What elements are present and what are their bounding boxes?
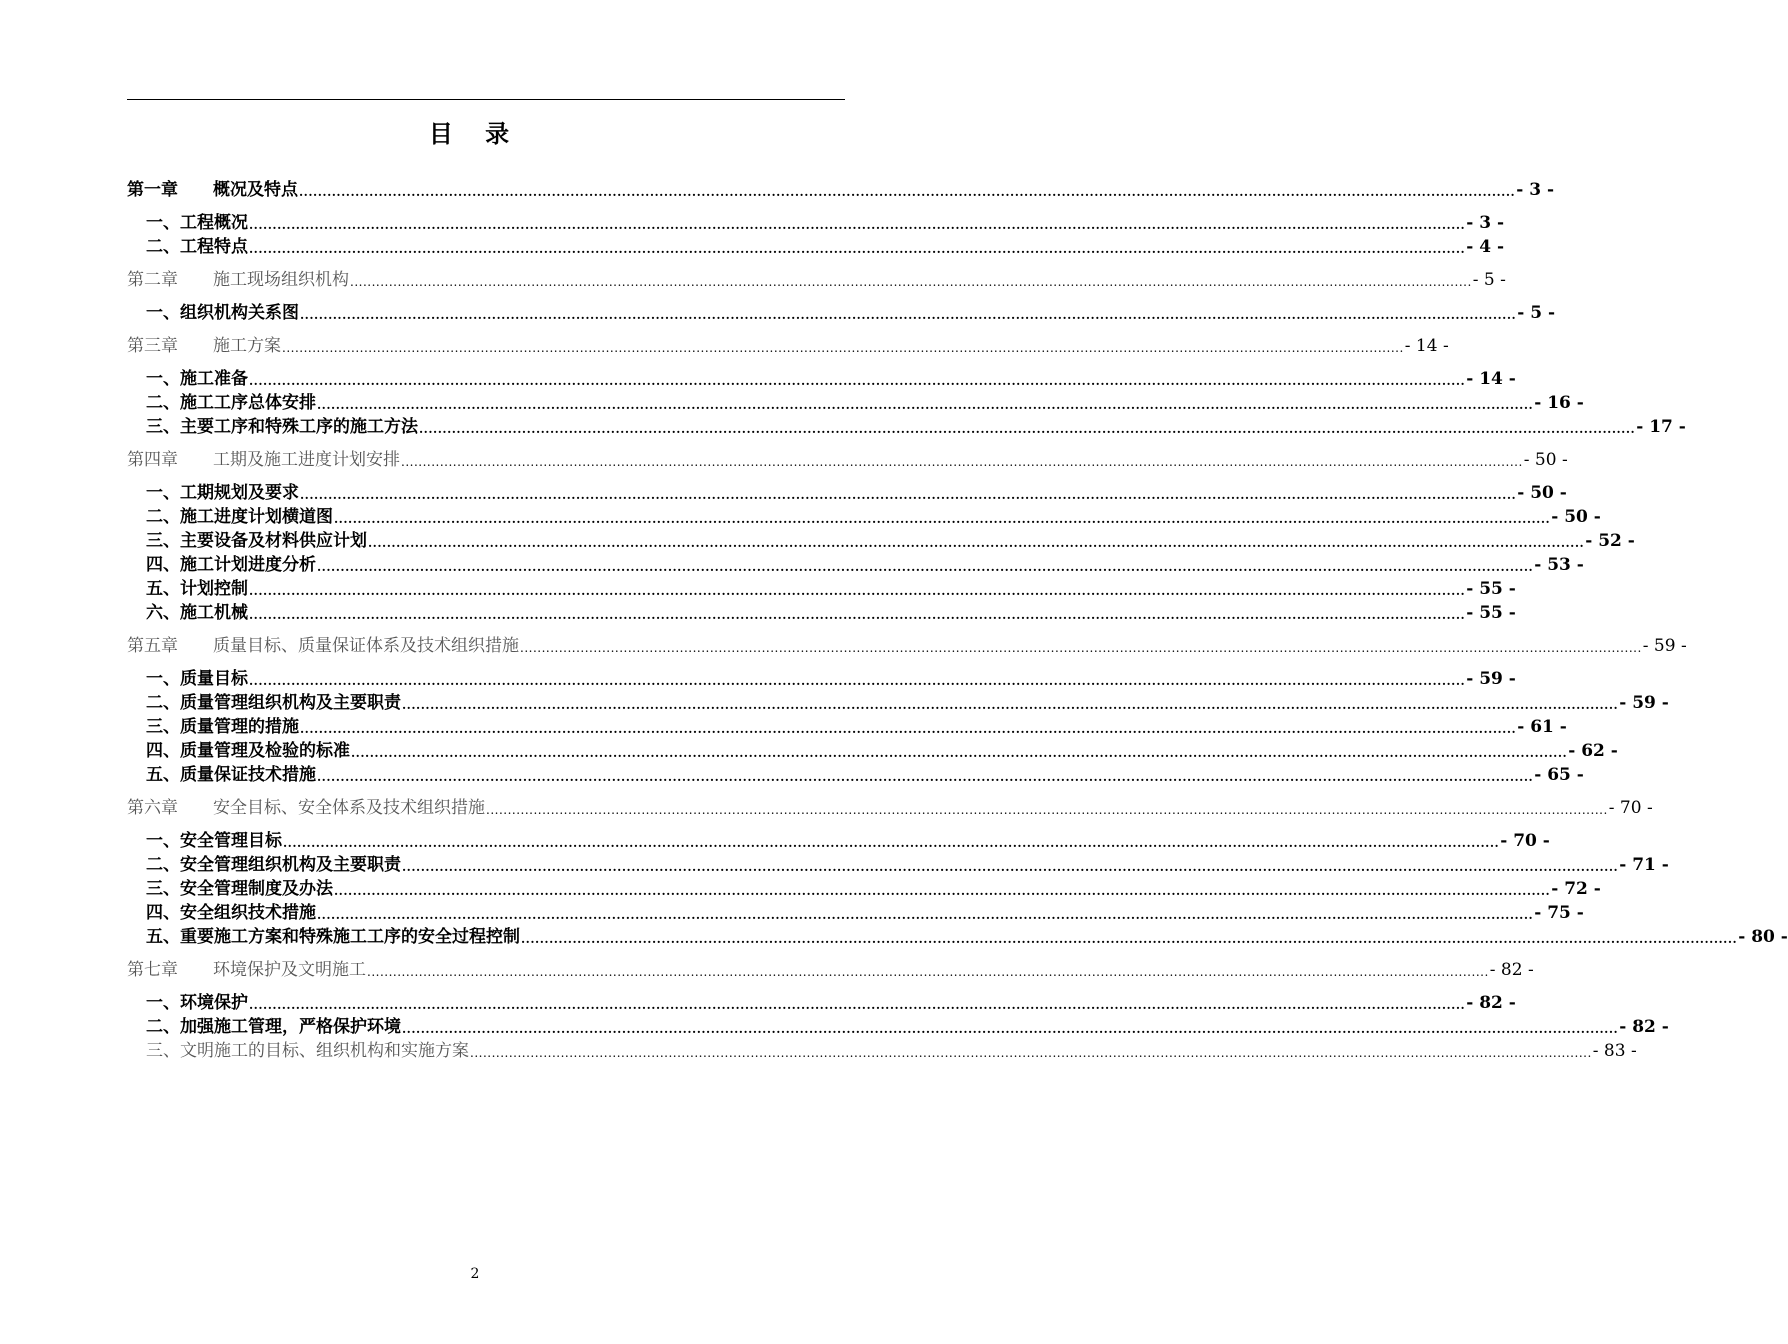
toc-entry-text: 五、计划控制 — [146, 579, 248, 599]
toc-dot-leader: .................................................................................................................................................................................................................................................................... — [334, 512, 1551, 526]
toc-section-entry[interactable] — [127, 764, 1584, 786]
toc-dot-leader: .................................................................................................................................................................................................................................................................... — [282, 341, 1404, 355]
toc-entry-label — [127, 959, 366, 981]
toc-entry-text: 四、安全组织技术措施 — [146, 903, 316, 923]
toc-section-entry[interactable] — [127, 878, 1601, 900]
toc-entry-text: 四、施工计划进度分析 — [146, 555, 316, 575]
toc-section-entry[interactable] — [127, 1040, 1637, 1062]
toc-section-entry[interactable] — [127, 482, 1567, 504]
toc-page-number: - 53 - — [1534, 555, 1584, 575]
toc-section-entry[interactable] — [127, 1016, 1669, 1038]
toc-dot-leader: .................................................................................................................................................................................................................................................................... — [249, 374, 1466, 388]
toc-entry-label — [146, 854, 401, 876]
toc-section-entry[interactable] — [127, 926, 1788, 948]
toc-chapter-entry[interactable] — [127, 797, 1653, 819]
toc-entry-text: 四、质量管理及检验的标准 — [146, 741, 350, 761]
toc-chapter-entry[interactable] — [127, 635, 1687, 657]
toc-dot-leader: .................................................................................................................................................................................................................................................................... — [368, 536, 1585, 550]
toc-page-number: - 5 - — [1517, 303, 1555, 323]
toc-page-number: - 71 - — [1619, 855, 1669, 875]
toc-section-entry[interactable] — [127, 740, 1618, 762]
toc-page-number: - 70 - — [1500, 831, 1550, 851]
toc-page-number: - 59 - — [1619, 693, 1669, 713]
toc-entry-label — [146, 416, 418, 438]
toc-entry-text: 二、施工工序总体安排 — [146, 393, 316, 413]
toc-section-entry[interactable] — [127, 392, 1584, 414]
toc-entry-label — [146, 1040, 469, 1062]
toc-page-number: - 80 - — [1738, 927, 1788, 947]
toc-entry-label — [146, 236, 248, 258]
toc-chapter-entry[interactable] — [127, 959, 1534, 981]
toc-chapter-number: 第二章 — [127, 270, 178, 290]
toc-entry-label — [146, 740, 350, 762]
toc-entry-text: 一、质量目标 — [146, 669, 248, 689]
toc-section-entry[interactable] — [127, 236, 1504, 258]
toc-dot-leader: .................................................................................................................................................................................................................................................................... — [402, 1022, 1619, 1036]
toc-entry-text: 三、主要工序和特殊工序的施工方法 — [146, 417, 418, 437]
toc-entry-label — [146, 482, 299, 504]
toc-page-number: - 50 - — [1551, 507, 1601, 527]
toc-section-entry[interactable] — [127, 992, 1516, 1014]
toc-entry-text: 三、安全管理制度及办法 — [146, 879, 333, 899]
toc-dot-leader: .................................................................................................................................................................................................................................................................... — [300, 722, 1517, 736]
toc-entry-text: 二、工程特点 — [146, 237, 248, 257]
toc-dot-leader: .................................................................................................................................................................................................................................................................... — [249, 584, 1466, 598]
toc-entry-label — [146, 992, 248, 1014]
toc-entry-text: 施工方案 — [213, 336, 281, 356]
toc-entry-label — [127, 335, 281, 357]
toc-dot-leader: .................................................................................................................................................................................................................................................................... — [300, 308, 1517, 322]
toc-section-entry[interactable] — [127, 692, 1669, 714]
toc-entry-label — [146, 554, 316, 576]
toc-entry-label — [146, 530, 367, 552]
toc-dot-leader: .................................................................................................................................................................................................................................................................... — [402, 860, 1619, 874]
toc-chapter-entry[interactable] — [127, 269, 1506, 291]
toc-entry-text: 六、施工机械 — [146, 603, 248, 623]
toc-entry-label — [127, 179, 298, 201]
toc-dot-leader: .................................................................................................................................................................................................................................................................... — [249, 608, 1466, 622]
toc-page-number: - 52 - — [1585, 531, 1635, 551]
toc-section-entry[interactable] — [127, 368, 1516, 390]
toc-dot-leader: .................................................................................................................................................................................................................................................................... — [402, 698, 1619, 712]
toc-entry-label — [146, 830, 282, 852]
toc-entry-label — [146, 668, 248, 690]
toc-entry-text: 工期及施工进度计划安排 — [213, 450, 400, 470]
header-rule — [127, 99, 845, 100]
toc-dot-leader: .................................................................................................................................................................................................................................................................... — [249, 998, 1466, 1012]
toc-entry-text: 一、组织机构关系图 — [146, 303, 299, 323]
toc-page-number: - 50 - — [1517, 483, 1567, 503]
toc-entry-label — [146, 302, 299, 324]
toc-dot-leader: .................................................................................................................................................................................................................................................................... — [317, 398, 1534, 412]
toc-page-number: - 70 - — [1608, 798, 1653, 818]
toc-section-entry[interactable] — [127, 212, 1504, 234]
toc-page-number: - 14 - — [1404, 336, 1449, 356]
toc-dot-leader: .................................................................................................................................................................................................................................................................... — [283, 836, 1500, 850]
toc-entry-text: 二、加强施工管理，严格保护环境 — [146, 1017, 401, 1037]
toc-entry-text: 安全目标、安全体系及技术组织措施 — [213, 798, 485, 818]
toc-entry-label — [127, 635, 519, 657]
toc-page-number: - 4 - — [1466, 237, 1504, 257]
toc-page-number: - 62 - — [1568, 741, 1618, 761]
toc-chapter-number: 第一章 — [127, 180, 178, 200]
toc-entry-label — [146, 212, 248, 234]
toc-page-number: - 5 - — [1472, 270, 1506, 290]
toc-entry-text: 二、质量管理组织机构及主要职责 — [146, 693, 401, 713]
toc-entry-label — [127, 797, 485, 819]
toc-dot-leader: .................................................................................................................................................................................................................................................................... — [350, 275, 1472, 289]
toc-entry-text: 质量目标、质量保证体系及技术组织措施 — [213, 636, 519, 656]
toc-section-entry[interactable] — [127, 506, 1601, 528]
toc-dot-leader: .................................................................................................................................................................................................................................................................... — [334, 884, 1551, 898]
toc-chapter-entry[interactable] — [127, 335, 1449, 357]
toc-entry-label — [146, 602, 248, 624]
toc-entry-text: 环境保护及文明施工 — [213, 960, 366, 980]
toc-page-number: - 75 - — [1534, 903, 1584, 923]
toc-entry-text: 一、施工准备 — [146, 369, 248, 389]
toc-page-number: - 17 - — [1636, 417, 1686, 437]
toc-entry-label — [146, 392, 316, 414]
toc-page-number: - 82 - — [1466, 993, 1516, 1013]
toc-entry-label — [146, 692, 401, 714]
toc-entry-label — [146, 578, 248, 600]
toc-dot-leader: .................................................................................................................................................................................................................................................................... — [299, 185, 1516, 199]
toc-section-entry[interactable] — [127, 716, 1567, 738]
toc-section-entry[interactable] — [127, 602, 1516, 624]
toc-entry-label — [127, 449, 400, 471]
toc-page-number: - 3 - — [1466, 213, 1504, 233]
toc-entry-text: 二、施工进度计划横道图 — [146, 507, 333, 527]
toc-entry-text: 三、文明施工的目标、组织机构和实施方案 — [146, 1041, 469, 1061]
toc-page-number: - 55 - — [1466, 579, 1516, 599]
toc-chapter-number: 第六章 — [127, 798, 178, 818]
toc-chapter-number: 第七章 — [127, 960, 178, 980]
toc-dot-leader: .................................................................................................................................................................................................................................................................... — [249, 242, 1466, 256]
toc-entry-text: 一、环境保护 — [146, 993, 248, 1013]
toc-section-entry[interactable] — [127, 302, 1555, 324]
toc-entry-text: 二、安全管理组织机构及主要职责 — [146, 855, 401, 875]
toc-entry-text: 五、重要施工方案和特殊施工工序的安全过程控制 — [146, 927, 520, 947]
toc-entry-text: 施工现场组织机构 — [213, 270, 349, 290]
toc-dot-leader: .................................................................................................................................................................................................................................................................... — [317, 770, 1534, 784]
toc-dot-leader: .................................................................................................................................................................................................................................................................... — [317, 908, 1534, 922]
toc-entry-label — [146, 902, 316, 924]
toc-entry-label — [146, 764, 316, 786]
toc-page-number: - 82 - — [1489, 960, 1534, 980]
toc-dot-leader: .................................................................................................................................................................................................................................................................... — [351, 746, 1568, 760]
toc-entry-label — [146, 716, 299, 738]
toc-page-number: - 59 - — [1642, 636, 1687, 656]
toc-section-entry[interactable] — [127, 554, 1584, 576]
toc-page-number: - 14 - — [1466, 369, 1516, 389]
toc-dot-leader: .................................................................................................................................................................................................................................................................... — [470, 1046, 1592, 1060]
toc-page-number: - 3 - — [1516, 180, 1554, 200]
toc-entry-text: 三、质量管理的措施 — [146, 717, 299, 737]
toc-entry-label — [146, 878, 333, 900]
toc-dot-leader: .................................................................................................................................................................................................................................................................... — [317, 560, 1534, 574]
toc-page-number: - 65 - — [1534, 765, 1584, 785]
toc-entry-text: 三、主要设备及材料供应计划 — [146, 531, 367, 551]
toc-entry-text: 一、工程概况 — [146, 213, 248, 233]
toc-page-number: - 72 - — [1551, 879, 1601, 899]
toc-section-entry[interactable] — [127, 830, 1550, 852]
toc-section-entry[interactable] — [127, 668, 1516, 690]
toc-page-number: - 55 - — [1466, 603, 1516, 623]
toc-page-number: - 59 - — [1466, 669, 1516, 689]
toc-page-number: - 50 - — [1523, 450, 1568, 470]
toc-entry-label — [146, 926, 520, 948]
toc-page-number: - 83 - — [1592, 1041, 1637, 1061]
toc-chapter-number: 第三章 — [127, 336, 178, 356]
toc-chapter-number: 第四章 — [127, 450, 178, 470]
toc-entry-text: 五、质量保证技术措施 — [146, 765, 316, 785]
toc-entry-text: 概况及特点 — [213, 180, 298, 200]
page-title: 目 录 — [428, 119, 522, 148]
toc-section-entry[interactable] — [127, 578, 1516, 600]
toc-dot-leader: .................................................................................................................................................................................................................................................................... — [367, 965, 1489, 979]
toc-dot-leader: .................................................................................................................................................................................................................................................................... — [520, 641, 1642, 655]
toc-dot-leader: .................................................................................................................................................................................................................................................................... — [300, 488, 1517, 502]
toc-page-number: - 61 - — [1517, 717, 1567, 737]
toc-entry-label — [146, 506, 333, 528]
toc-section-entry[interactable] — [127, 902, 1584, 924]
toc-entry-text: 一、安全管理目标 — [146, 831, 282, 851]
toc-dot-leader: .................................................................................................................................................................................................................................................................... — [249, 218, 1466, 232]
toc-chapter-entry[interactable] — [127, 179, 1554, 201]
toc-page-number: - 82 - — [1619, 1017, 1669, 1037]
toc-section-entry[interactable] — [127, 530, 1635, 552]
toc-entry-label — [146, 368, 248, 390]
page-number: 2 — [470, 1266, 480, 1282]
toc-dot-leader: .................................................................................................................................................................................................................................................................... — [486, 803, 1608, 817]
toc-dot-leader: .................................................................................................................................................................................................................................................................... — [521, 932, 1738, 946]
toc-section-entry[interactable] — [127, 416, 1686, 438]
toc-dot-leader: .................................................................................................................................................................................................................................................................... — [401, 455, 1523, 469]
toc-section-entry[interactable] — [127, 854, 1669, 876]
toc-entry-text: 一、工期规划及要求 — [146, 483, 299, 503]
toc-entry-label — [127, 269, 349, 291]
toc-dot-leader: .................................................................................................................................................................................................................................................................... — [419, 422, 1636, 436]
toc-chapter-entry[interactable] — [127, 449, 1568, 471]
toc-entry-label — [146, 1016, 401, 1038]
toc-chapter-number: 第五章 — [127, 636, 178, 656]
toc-dot-leader: .................................................................................................................................................................................................................................................................... — [249, 674, 1466, 688]
toc-page-number: - 16 - — [1534, 393, 1584, 413]
